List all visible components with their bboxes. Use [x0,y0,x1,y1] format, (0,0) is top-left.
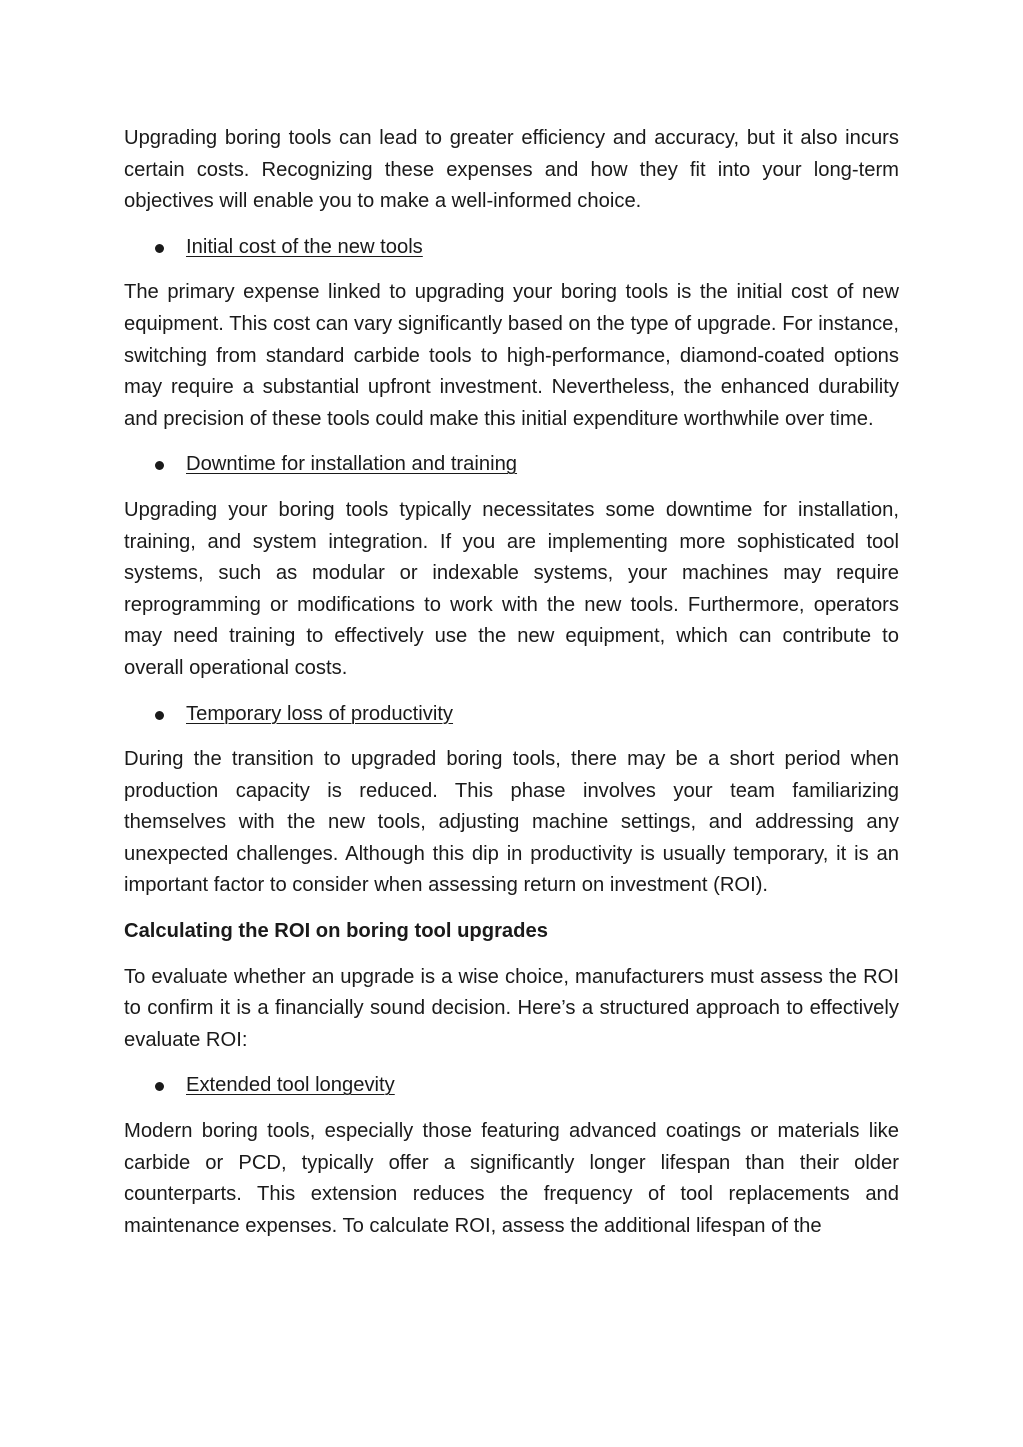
bullet-label: Initial cost of the new tools [186,235,423,258]
longevity-paragraph: Modern boring tools, especially those featuring advanced coatings or materials like carbide or PCD, typically offer a significantly longer lifespan than their older counterparts. This extension reduces the frequency of tool replacements and maintenance expenses. To calculate ROI, assess the additional lifespan of the [124,1120,899,1237]
intro-paragraph: Upgrading boring tools can lead to greater efficiency and accuracy, but it also incurs certain costs. Recognizing these expenses and how they fit into your long-term objectives will enable you to make a well-informed choice. [124,127,899,213]
section-heading-roi: Calculating the ROI on boring tool upgrades [124,920,548,943]
bullet-tool-longevity [124,1070,899,1102]
bullet-label: Downtime for installation and training [186,453,518,476]
bullet-initial-cost [124,232,899,264]
bullet-dot-icon [155,244,164,253]
initial-cost-paragraph: The primary expense linked to upgrading your boring tools is the initial cost of new equipment. This cost can vary significantly based on the type of upgrade. For instance, switching from standard carbide tools to high-performance, diamond-coated options may require a substantial upfront investment. Nevertheless, the enhanced durability and precision of these tools could make this initial expenditure worthwhile over time. [124,281,899,430]
bullet-dot-icon [155,711,164,720]
productivity-paragraph: During the transition to upgraded boring tools, there may be a short period when production capacity is reduced. This phase involves your team familiarizing themselves with the new tools, adjusting machine settings, and addressing any unexpected challenges. Although this dip in productivity is usually temporary, it is an important factor to consider when assessing return on investment (ROI). [124,748,899,897]
bullet-label: Temporary loss of productivity [186,702,454,725]
bullet-dot-icon [155,1082,164,1091]
document-page [124,123,899,1256]
bullet-label: Extended tool longevity [186,1074,395,1097]
roi-intro-paragraph: To evaluate whether an upgrade is a wise choice, manufacturers must assess the ROI to confirm it is a financially sound decision. Here’s a structured approach to effectively evaluate ROI: [124,965,899,1051]
bullet-downtime [124,449,899,481]
bullet-productivity-loss [124,699,899,731]
bullet-dot-icon [155,461,164,470]
downtime-paragraph: Upgrading your boring tools typically necessitates some downtime for installation, training, and system integration. If you are implementing more sophisticated tool systems, such as modular or indexable systems, your machines may require reprogramming or modifications to work with the new tools. Furthermore, operators may need training to effectively use the new equipment, which can contribute to overall operational costs. [124,498,899,679]
